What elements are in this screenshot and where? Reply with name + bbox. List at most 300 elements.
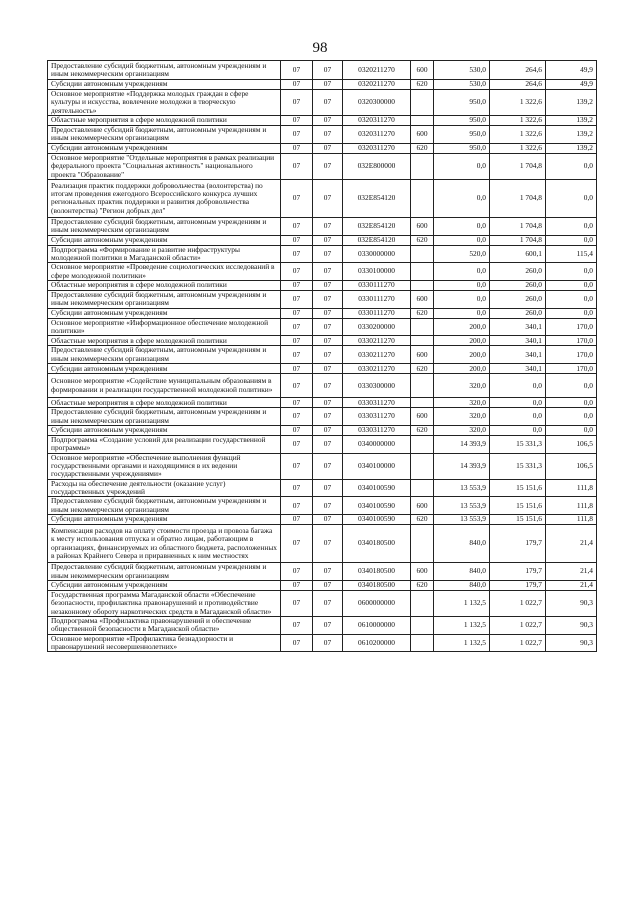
execution-percent-cell: 170,0: [546, 364, 597, 374]
table-row: [48, 616, 597, 634]
expense-type-cell: 620: [411, 308, 434, 318]
section-code-cell: 07: [281, 634, 313, 652]
subsection-code-cell: 07: [313, 525, 343, 563]
subsection-code-cell: 07: [313, 235, 343, 245]
execution-percent-cell: 90,3: [546, 634, 597, 652]
row-name-cell: Предоставление субсидий бюджетным, автономным учреждениям и иным некоммерческим организациям: [48, 126, 281, 144]
target-article-cell: 032E854120: [343, 217, 411, 235]
planned-amount-cell: 950,0: [434, 126, 490, 144]
subsection-code-cell: 07: [313, 90, 343, 116]
subsection-code-cell: 07: [313, 408, 343, 426]
actual-amount-cell: 1 022,7: [490, 590, 546, 616]
expense-type-cell: [411, 435, 434, 453]
row-name-cell: Областные мероприятия в сфере молодежной политики: [48, 336, 281, 346]
expense-type-cell: 620: [411, 364, 434, 374]
target-article-cell: 0330211270: [343, 336, 411, 346]
row-name-cell: Основное мероприятие «Профилактика безнадзорности и правонарушений несовершеннолетних»: [48, 634, 281, 652]
section-code-cell: 07: [281, 245, 313, 263]
subsection-code-cell: 07: [313, 217, 343, 235]
subsection-code-cell: 07: [313, 336, 343, 346]
table-row: [48, 563, 597, 581]
section-code-cell: 07: [281, 153, 313, 179]
subsection-code-cell: 07: [313, 634, 343, 652]
expense-type-cell: [411, 263, 434, 281]
planned-amount-cell: 1 132,5: [434, 634, 490, 652]
expense-type-cell: 620: [411, 515, 434, 525]
actual-amount-cell: 179,7: [490, 525, 546, 563]
expense-type-cell: [411, 153, 434, 179]
actual-amount-cell: 15 331,3: [490, 453, 546, 479]
execution-percent-cell: 0,0: [546, 374, 597, 398]
table-row: [48, 126, 597, 144]
section-code-cell: 07: [281, 61, 313, 80]
row-name-cell: Субсидии автономным учреждениям: [48, 143, 281, 153]
table-row: [48, 235, 597, 245]
table-body: [48, 61, 597, 652]
subsection-code-cell: 07: [313, 515, 343, 525]
subsection-code-cell: 07: [313, 398, 343, 408]
planned-amount-cell: 520,0: [434, 245, 490, 263]
row-name-cell: Подпрограмма «Профилактика правонарушений и обеспечение общественной безопасности в Магаданской области»: [48, 616, 281, 634]
table-row: [48, 580, 597, 590]
target-article-cell: 0330111270: [343, 281, 411, 291]
target-article-cell: 0340100590: [343, 479, 411, 497]
actual-amount-cell: 264,6: [490, 61, 546, 80]
execution-percent-cell: 0,0: [546, 153, 597, 179]
planned-amount-cell: 950,0: [434, 143, 490, 153]
table-row: [48, 153, 597, 179]
target-article-cell: 032E854120: [343, 235, 411, 245]
execution-percent-cell: 139,2: [546, 143, 597, 153]
actual-amount-cell: 1 704,8: [490, 217, 546, 235]
actual-amount-cell: 1 704,8: [490, 153, 546, 179]
target-article-cell: 032E854120: [343, 179, 411, 217]
planned-amount-cell: 1 132,5: [434, 616, 490, 634]
execution-percent-cell: 21,4: [546, 580, 597, 590]
table-row: [48, 435, 597, 453]
target-article-cell: 0340180500: [343, 563, 411, 581]
row-name-cell: Основное мероприятие «Информационное обеспечение молодежной политики»: [48, 318, 281, 336]
expense-type-cell: [411, 479, 434, 497]
target-article-cell: 0330300000: [343, 374, 411, 398]
planned-amount-cell: 0,0: [434, 281, 490, 291]
section-code-cell: 07: [281, 364, 313, 374]
execution-percent-cell: 90,3: [546, 616, 597, 634]
budget-table: [47, 60, 597, 652]
section-code-cell: 07: [281, 580, 313, 590]
target-article-cell: 0600000000: [343, 590, 411, 616]
target-article-cell: 0320311270: [343, 116, 411, 126]
actual-amount-cell: 0,0: [490, 408, 546, 426]
row-name-cell: Предоставление субсидий бюджетным, автономным учреждениям и иным некоммерческим организациям: [48, 497, 281, 515]
planned-amount-cell: 0,0: [434, 235, 490, 245]
expense-type-cell: [411, 116, 434, 126]
expense-type-cell: [411, 318, 434, 336]
execution-percent-cell: 0,0: [546, 291, 597, 309]
planned-amount-cell: 840,0: [434, 525, 490, 563]
section-code-cell: 07: [281, 116, 313, 126]
subsection-code-cell: 07: [313, 116, 343, 126]
row-name-cell: Основное мероприятие «Поддержка молодых граждан в сфере культуры и искусства, вовлечение молодежи в творческую деятельность»: [48, 90, 281, 116]
table-row: [48, 80, 597, 90]
target-article-cell: 0330200000: [343, 318, 411, 336]
target-article-cell: 0340100590: [343, 515, 411, 525]
execution-percent-cell: 0,0: [546, 308, 597, 318]
table-row: [48, 116, 597, 126]
expense-type-cell: [411, 616, 434, 634]
actual-amount-cell: 260,0: [490, 281, 546, 291]
expense-type-cell: 620: [411, 425, 434, 435]
planned-amount-cell: 13 553,9: [434, 515, 490, 525]
section-code-cell: 07: [281, 435, 313, 453]
execution-percent-cell: 170,0: [546, 336, 597, 346]
section-code-cell: 07: [281, 336, 313, 346]
table-row: [48, 336, 597, 346]
subsection-code-cell: 07: [313, 263, 343, 281]
table-row: [48, 453, 597, 479]
table-row: [48, 634, 597, 652]
section-code-cell: 07: [281, 308, 313, 318]
section-code-cell: 07: [281, 143, 313, 153]
actual-amount-cell: 1 704,8: [490, 179, 546, 217]
target-article-cell: 0330100000: [343, 263, 411, 281]
section-code-cell: 07: [281, 398, 313, 408]
subsection-code-cell: 07: [313, 153, 343, 179]
table-row: [48, 61, 597, 80]
actual-amount-cell: 0,0: [490, 398, 546, 408]
section-code-cell: 07: [281, 515, 313, 525]
planned-amount-cell: 320,0: [434, 398, 490, 408]
expense-type-cell: 620: [411, 580, 434, 590]
execution-percent-cell: 90,3: [546, 590, 597, 616]
subsection-code-cell: 07: [313, 563, 343, 581]
planned-amount-cell: 320,0: [434, 408, 490, 426]
execution-percent-cell: 139,2: [546, 116, 597, 126]
table-row: [48, 590, 597, 616]
table-row: [48, 374, 597, 398]
section-code-cell: 07: [281, 479, 313, 497]
actual-amount-cell: 600,1: [490, 245, 546, 263]
execution-percent-cell: 111,8: [546, 479, 597, 497]
row-name-cell: Субсидии автономным учреждениям: [48, 80, 281, 90]
row-name-cell: Расходы на обеспечение деятельности (оказание услуг) государственных учреждений: [48, 479, 281, 497]
expense-type-cell: 600: [411, 61, 434, 80]
section-code-cell: 07: [281, 318, 313, 336]
table-row: [48, 263, 597, 281]
subsection-code-cell: 07: [313, 126, 343, 144]
section-code-cell: 07: [281, 281, 313, 291]
expense-type-cell: [411, 525, 434, 563]
subsection-code-cell: 07: [313, 435, 343, 453]
expense-type-cell: [411, 281, 434, 291]
section-code-cell: 07: [281, 408, 313, 426]
row-name-cell: Государственная программа Магаданской области «Обеспечение безопасности, профилактика правонарушений и противодействие незаконному обороту наркотических средств в Магаданской области»: [48, 590, 281, 616]
actual-amount-cell: 260,0: [490, 263, 546, 281]
actual-amount-cell: 15 151,6: [490, 479, 546, 497]
row-name-cell: Областные мероприятия в сфере молодежной политики: [48, 398, 281, 408]
execution-percent-cell: 21,4: [546, 563, 597, 581]
expense-type-cell: 600: [411, 497, 434, 515]
section-code-cell: 07: [281, 291, 313, 309]
table-row: [48, 425, 597, 435]
table-row: [48, 179, 597, 217]
planned-amount-cell: 200,0: [434, 364, 490, 374]
expense-type-cell: 600: [411, 126, 434, 144]
expense-type-cell: [411, 179, 434, 217]
subsection-code-cell: 07: [313, 143, 343, 153]
subsection-code-cell: 07: [313, 374, 343, 398]
row-name-cell: Предоставление субсидий бюджетным, автономным учреждениям и иным некоммерческим организациям: [48, 217, 281, 235]
execution-percent-cell: 106,5: [546, 435, 597, 453]
planned-amount-cell: 200,0: [434, 318, 490, 336]
planned-amount-cell: 14 393,9: [434, 435, 490, 453]
row-name-cell: Основное мероприятие «Проведение социологических исследований в сфере молодежной политики»: [48, 263, 281, 281]
planned-amount-cell: 320,0: [434, 425, 490, 435]
execution-percent-cell: 49,9: [546, 61, 597, 80]
execution-percent-cell: 0,0: [546, 281, 597, 291]
row-name-cell: Предоставление субсидий бюджетным, автономным учреждениям и иным некоммерческим организациям: [48, 408, 281, 426]
expense-type-cell: [411, 398, 434, 408]
actual-amount-cell: 179,7: [490, 580, 546, 590]
execution-percent-cell: 115,4: [546, 245, 597, 263]
expense-type-cell: 600: [411, 563, 434, 581]
execution-percent-cell: 106,5: [546, 453, 597, 479]
target-article-cell: 0340180500: [343, 525, 411, 563]
table-row: [48, 217, 597, 235]
execution-percent-cell: 49,9: [546, 80, 597, 90]
execution-percent-cell: 170,0: [546, 318, 597, 336]
actual-amount-cell: 0,0: [490, 374, 546, 398]
table-row: [48, 90, 597, 116]
actual-amount-cell: 340,1: [490, 364, 546, 374]
subsection-code-cell: 07: [313, 61, 343, 80]
table-row: [48, 479, 597, 497]
subsection-code-cell: 07: [313, 318, 343, 336]
actual-amount-cell: 15 331,3: [490, 435, 546, 453]
actual-amount-cell: 340,1: [490, 336, 546, 346]
execution-percent-cell: 0,0: [546, 398, 597, 408]
subsection-code-cell: 07: [313, 80, 343, 90]
expense-type-cell: [411, 90, 434, 116]
expense-type-cell: 600: [411, 408, 434, 426]
section-code-cell: 07: [281, 179, 313, 217]
actual-amount-cell: 1 704,8: [490, 235, 546, 245]
actual-amount-cell: 340,1: [490, 318, 546, 336]
table-row: [48, 364, 597, 374]
planned-amount-cell: 200,0: [434, 336, 490, 346]
target-article-cell: 0320300000: [343, 90, 411, 116]
target-article-cell: 0330311270: [343, 425, 411, 435]
execution-percent-cell: 170,0: [546, 346, 597, 364]
target-article-cell: 0330211270: [343, 364, 411, 374]
planned-amount-cell: 840,0: [434, 580, 490, 590]
section-code-cell: 07: [281, 217, 313, 235]
expense-type-cell: [411, 374, 434, 398]
planned-amount-cell: 320,0: [434, 374, 490, 398]
target-article-cell: 0330211270: [343, 346, 411, 364]
planned-amount-cell: 14 393,9: [434, 453, 490, 479]
actual-amount-cell: 1 322,6: [490, 116, 546, 126]
execution-percent-cell: 111,8: [546, 515, 597, 525]
row-name-cell: Компенсация расходов на оплату стоимости проезда и провоза багажа к месту использования отпуска и обратно лицам, работающим в организациях, финансируемых из областного бюджета, расположенных в районах Крайнего Севера и приравненных к ним местностях: [48, 525, 281, 563]
section-code-cell: 07: [281, 525, 313, 563]
actual-amount-cell: 179,7: [490, 563, 546, 581]
target-article-cell: 032E800000: [343, 153, 411, 179]
expense-type-cell: [411, 336, 434, 346]
row-name-cell: Основное мероприятие "Отдельные мероприятия в рамках реализации федерального проекта "Социальная активность" национального проекта "Образование": [48, 153, 281, 179]
table-row: [48, 525, 597, 563]
actual-amount-cell: 1 322,6: [490, 143, 546, 153]
execution-percent-cell: 139,2: [546, 126, 597, 144]
target-article-cell: 0330311270: [343, 408, 411, 426]
subsection-code-cell: 07: [313, 497, 343, 515]
target-article-cell: 0320211270: [343, 80, 411, 90]
planned-amount-cell: 13 553,9: [434, 479, 490, 497]
planned-amount-cell: 0,0: [434, 217, 490, 235]
planned-amount-cell: 0,0: [434, 179, 490, 217]
planned-amount-cell: 0,0: [434, 291, 490, 309]
row-name-cell: Подпрограмма «Формирование и развитие инфраструктуры молодежной политики в Магаданской области»: [48, 245, 281, 263]
section-code-cell: 07: [281, 126, 313, 144]
subsection-code-cell: 07: [313, 425, 343, 435]
section-code-cell: 07: [281, 80, 313, 90]
row-name-cell: Субсидии автономным учреждениям: [48, 235, 281, 245]
row-name-cell: Предоставление субсидий бюджетным, автономным учреждениям и иным некоммерческим организациям: [48, 291, 281, 309]
actual-amount-cell: 15 151,6: [490, 497, 546, 515]
subsection-code-cell: 07: [313, 616, 343, 634]
subsection-code-cell: 07: [313, 291, 343, 309]
subsection-code-cell: 07: [313, 580, 343, 590]
execution-percent-cell: 0,0: [546, 263, 597, 281]
expense-type-cell: [411, 453, 434, 479]
planned-amount-cell: 13 553,9: [434, 497, 490, 515]
actual-amount-cell: 340,1: [490, 346, 546, 364]
table-row: [48, 318, 597, 336]
section-code-cell: 07: [281, 590, 313, 616]
planned-amount-cell: 0,0: [434, 308, 490, 318]
section-code-cell: 07: [281, 263, 313, 281]
execution-percent-cell: 0,0: [546, 179, 597, 217]
section-code-cell: 07: [281, 453, 313, 479]
section-code-cell: 07: [281, 616, 313, 634]
actual-amount-cell: 0,0: [490, 425, 546, 435]
execution-percent-cell: 111,8: [546, 497, 597, 515]
actual-amount-cell: 1 322,6: [490, 90, 546, 116]
row-name-cell: Областные мероприятия в сфере молодежной политики: [48, 116, 281, 126]
execution-percent-cell: 139,2: [546, 90, 597, 116]
target-article-cell: 0330311270: [343, 398, 411, 408]
target-article-cell: 0340100000: [343, 453, 411, 479]
table-row: [48, 515, 597, 525]
row-name-cell: Областные мероприятия в сфере молодежной политики: [48, 281, 281, 291]
subsection-code-cell: 07: [313, 179, 343, 217]
expense-type-cell: 620: [411, 143, 434, 153]
row-name-cell: Предоставление субсидий бюджетным, автономным учреждениям и иным некоммерческим организациям: [48, 346, 281, 364]
actual-amount-cell: 1 322,6: [490, 126, 546, 144]
target-article-cell: 0320311270: [343, 143, 411, 153]
execution-percent-cell: 21,4: [546, 525, 597, 563]
subsection-code-cell: 07: [313, 346, 343, 364]
expense-type-cell: 600: [411, 346, 434, 364]
target-article-cell: 0330111270: [343, 291, 411, 309]
target-article-cell: 0320211270: [343, 61, 411, 80]
row-name-cell: Субсидии автономным учреждениям: [48, 308, 281, 318]
actual-amount-cell: 1 022,7: [490, 634, 546, 652]
actual-amount-cell: 15 151,6: [490, 515, 546, 525]
row-name-cell: Реализация практик поддержки добровольчества (волонтерства) по итогам проведения ежегодного Всероссийского конкурса лучших региональных практик поддержки и развития добровольчества (волонтерства) "Регион добрых дел": [48, 179, 281, 217]
section-code-cell: 07: [281, 563, 313, 581]
planned-amount-cell: 0,0: [434, 153, 490, 179]
execution-percent-cell: 0,0: [546, 408, 597, 426]
table-row: [48, 308, 597, 318]
section-code-cell: 07: [281, 90, 313, 116]
section-code-cell: 07: [281, 497, 313, 515]
execution-percent-cell: 0,0: [546, 235, 597, 245]
row-name-cell: Субсидии автономным учреждениям: [48, 364, 281, 374]
target-article-cell: 0340180500: [343, 580, 411, 590]
target-article-cell: 0330000000: [343, 245, 411, 263]
row-name-cell: Субсидии автономным учреждениям: [48, 580, 281, 590]
planned-amount-cell: 840,0: [434, 563, 490, 581]
actual-amount-cell: 260,0: [490, 291, 546, 309]
row-name-cell: Предоставление субсидий бюджетным, автономным учреждениям и иным некоммерческим организациям: [48, 61, 281, 80]
expense-type-cell: [411, 590, 434, 616]
expense-type-cell: [411, 634, 434, 652]
execution-percent-cell: 0,0: [546, 425, 597, 435]
planned-amount-cell: 950,0: [434, 90, 490, 116]
target-article-cell: 0610200000: [343, 634, 411, 652]
row-name-cell: Субсидии автономным учреждениям: [48, 425, 281, 435]
planned-amount-cell: 530,0: [434, 80, 490, 90]
planned-amount-cell: 950,0: [434, 116, 490, 126]
expense-type-cell: 600: [411, 291, 434, 309]
target-article-cell: 0330111270: [343, 308, 411, 318]
table-row: [48, 143, 597, 153]
target-article-cell: 0320311270: [343, 126, 411, 144]
subsection-code-cell: 07: [313, 364, 343, 374]
planned-amount-cell: 530,0: [434, 61, 490, 80]
subsection-code-cell: 07: [313, 245, 343, 263]
row-name-cell: Предоставление субсидий бюджетным, автономным учреждениям и иным некоммерческим организациям: [48, 563, 281, 581]
row-name-cell: Основное мероприятие «Содействие муниципальным образованиям в формировании и реализации государственной молодежной политики»: [48, 374, 281, 398]
expense-type-cell: [411, 245, 434, 263]
table-row: [48, 245, 597, 263]
execution-percent-cell: 0,0: [546, 217, 597, 235]
planned-amount-cell: 200,0: [434, 346, 490, 364]
section-code-cell: 07: [281, 425, 313, 435]
target-article-cell: 0610000000: [343, 616, 411, 634]
table-row: [48, 281, 597, 291]
target-article-cell: 0340100590: [343, 497, 411, 515]
section-code-cell: 07: [281, 374, 313, 398]
row-name-cell: Субсидии автономным учреждениям: [48, 515, 281, 525]
page-number: 98: [312, 40, 328, 56]
subsection-code-cell: 07: [313, 479, 343, 497]
planned-amount-cell: 1 132,5: [434, 590, 490, 616]
expense-type-cell: 600: [411, 217, 434, 235]
table-row: [48, 291, 597, 309]
expense-type-cell: 620: [411, 235, 434, 245]
subsection-code-cell: 07: [313, 308, 343, 318]
table-row: [48, 497, 597, 515]
actual-amount-cell: 264,6: [490, 80, 546, 90]
table-row: [48, 408, 597, 426]
actual-amount-cell: 1 022,7: [490, 616, 546, 634]
expense-type-cell: 620: [411, 80, 434, 90]
target-article-cell: 0340000000: [343, 435, 411, 453]
section-code-cell: 07: [281, 346, 313, 364]
row-name-cell: Основное мероприятие «Обеспечение выполнения функций государственными органами и находящимися в их ведении государственными учреждениями»: [48, 453, 281, 479]
